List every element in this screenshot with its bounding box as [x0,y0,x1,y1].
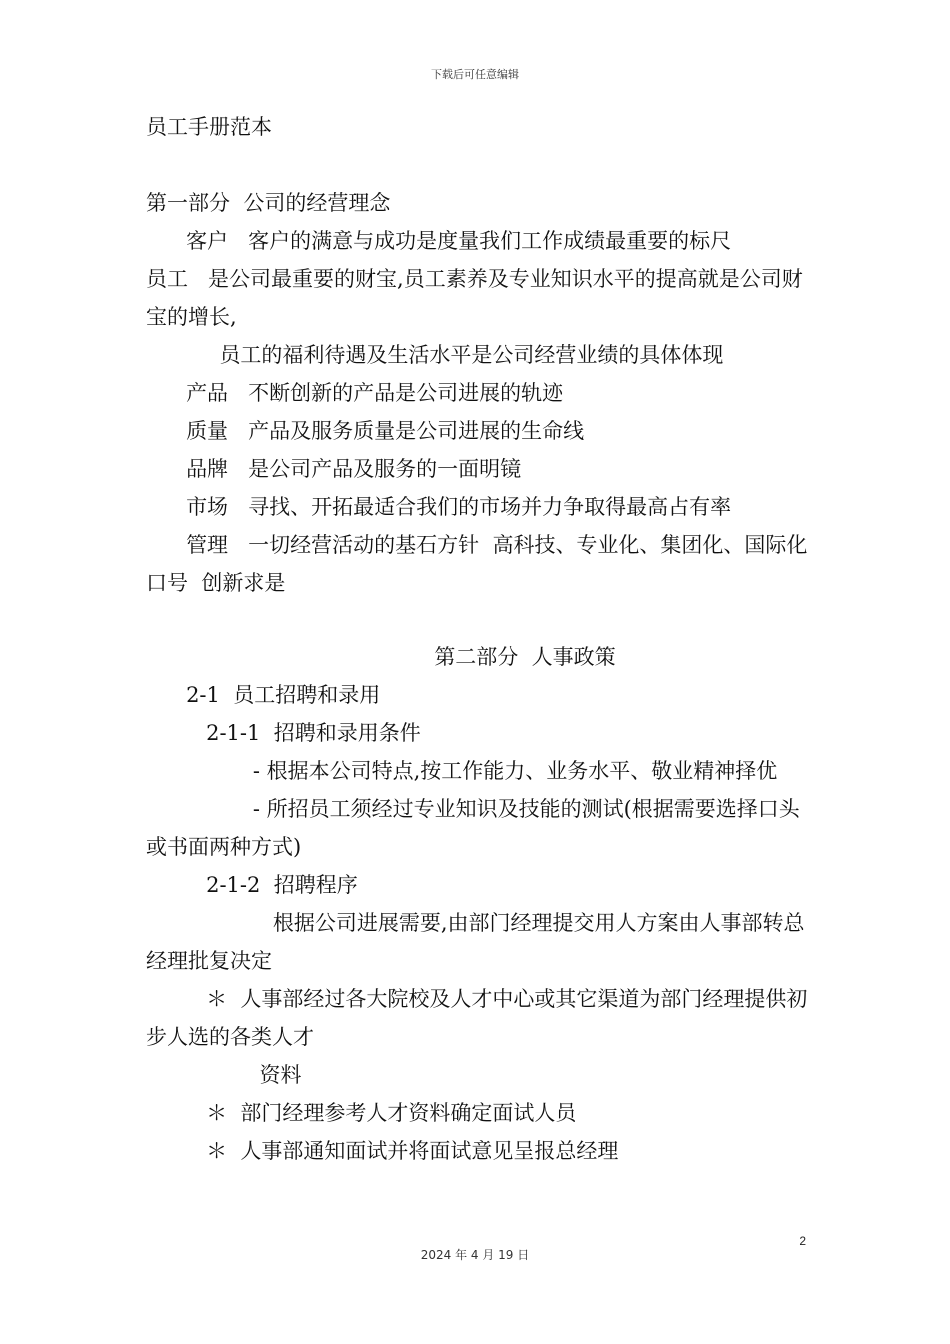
part1-heading: 第一部分 公司的经营理念 [146,191,391,215]
part1-line: 品牌 是公司产品及服务的一面明镜 [146,457,522,481]
part2-line: 根据公司进展需要,由部门经理提交用人方案由人事部转总经理批复决定 [146,911,805,973]
part1-line: 市场 寻找、开拓最适合我们的市场并力争取得最高占有率 [146,495,732,519]
part2-line: ＊ 人事部通知面试并将面试意见呈报总经理 [146,1139,619,1163]
part2-line: ＊ 人事部经过各大院校及人才中心或其它渠道为部门经理提供初步人选的各类人才 [146,987,808,1049]
part2-line: 资料 [146,1063,302,1087]
document-body [146,108,810,1170]
page-number: 2 [799,1234,806,1248]
part1-line: 质量 产品及服务质量是公司进展的生命线 [146,419,585,443]
part2-line: 2-1-2 招聘程序 [146,873,358,897]
document-title: 员工手册范本 [146,115,272,139]
part2-line: - 根据本公司特点,按工作能力、业务水平、敬业精神择优 [146,759,778,783]
page-header: 下载后可任意编辑 [431,68,519,81]
part1-line: 管理 一切经营活动的基石方针 高科技、专业化、集团化、国际化口号 创新求是 [146,533,808,595]
part2-line: - 所招员工须经过专业知识及技能的测试(根据需要选择口头或书面两种方式) [146,797,800,859]
part2-line: 2-1 员工招聘和录用 [146,683,381,707]
part1-line: 客户 客户的满意与成功是度量我们工作成绩最重要的标尺 [146,229,732,253]
part2-heading: 第二部分 人事政策 [434,645,616,669]
part2-line: 2-1-1 招聘和录用条件 [146,721,421,745]
part1-line: 员工的福利待遇及生活水平是公司经营业绩的具体体现 [146,343,724,367]
page-footer-date: 2024 年 4 月 19 日 [420,1248,530,1262]
part2-line: ＊ 部门经理参考人才资料确定面试人员 [146,1101,577,1125]
part1-line: 员工 是公司最重要的财宝,员工素养及专业知识水平的提高就是公司财宝的增长, [146,267,803,329]
part1-line: 产品 不断创新的产品是公司进展的轨迹 [146,381,564,405]
